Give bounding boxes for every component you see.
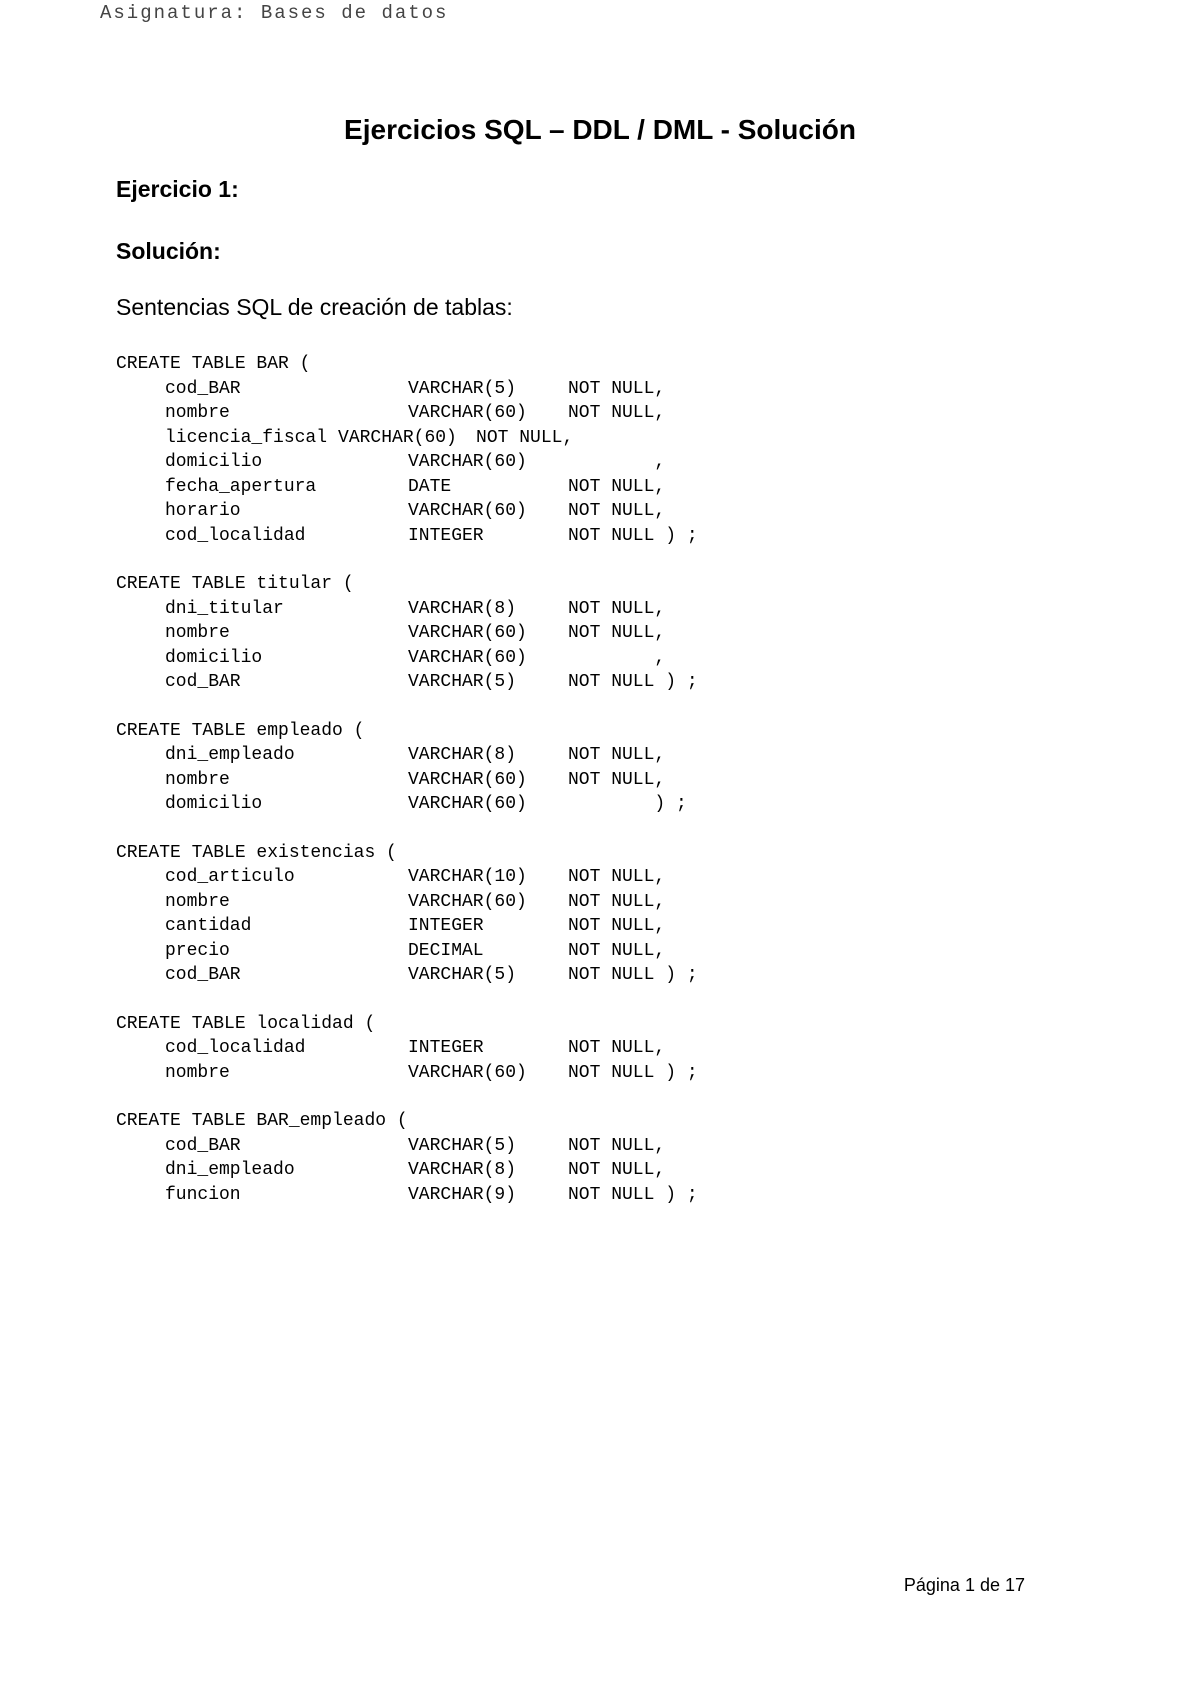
indent — [116, 646, 165, 671]
document-title — [0, 114, 1200, 146]
create-table-line: CREATE TABLE localidad ( — [116, 1013, 376, 1034]
column-type: VARCHAR(60) — [408, 794, 527, 814]
column-name: cod_localidad — [165, 525, 306, 546]
column-definition — [116, 890, 816, 915]
column-name: dni_empleado — [165, 1160, 295, 1180]
create-table-statement — [116, 1012, 816, 1086]
column-constraint: NOT NULL, — [568, 769, 666, 790]
column-name: dni_titular — [165, 598, 284, 619]
column-definition — [116, 768, 816, 793]
indent — [116, 1183, 165, 1208]
indent — [116, 1061, 165, 1086]
column-constraint: NOT NULL, — [568, 501, 666, 521]
indent — [116, 450, 165, 475]
solution-heading: Solución: — [116, 238, 221, 264]
indent — [116, 963, 165, 988]
indent — [116, 524, 165, 549]
indent — [116, 768, 165, 793]
column-name: fecha_apertura — [165, 476, 317, 497]
indent — [116, 890, 165, 915]
column-type: VARCHAR(60) — [408, 403, 527, 423]
column-definition — [116, 621, 816, 646]
indent — [116, 499, 165, 524]
column-definition — [116, 1134, 816, 1159]
column-type: VARCHAR(5) — [408, 672, 517, 692]
column-name: cod_articulo — [165, 867, 295, 887]
column-type: VARCHAR(5) — [408, 378, 517, 399]
create-table-statement — [116, 352, 816, 548]
column-constraint: NOT NULL, — [568, 476, 666, 497]
column-name: funcion — [165, 1184, 241, 1205]
column-type: VARCHAR(60) — [408, 891, 527, 912]
column-constraint: NOT NULL, — [568, 916, 666, 936]
column-type: INTEGER — [408, 525, 484, 546]
page-number: Página 1 de 17 — [903, 1575, 1025, 1595]
indent — [116, 743, 165, 768]
column-type: VARCHAR(8) — [408, 745, 517, 765]
indent — [116, 475, 165, 500]
column-definition — [116, 963, 816, 988]
column-type: VARCHAR(60) — [408, 623, 527, 643]
column-name: cod_localidad — [165, 1038, 306, 1058]
create-table-statement — [116, 719, 816, 817]
indent — [116, 377, 165, 402]
column-name: cantidad — [165, 916, 252, 936]
column-name: nombre — [165, 769, 230, 790]
create-table-line: CREATE TABLE BAR_empleado ( — [116, 1111, 408, 1131]
column-constraint: NOT NULL, — [568, 1160, 666, 1180]
column-definition — [116, 914, 816, 939]
column-constraint: NOT NULL, — [568, 1038, 666, 1058]
column-type: VARCHAR(60) — [408, 769, 527, 790]
column-constraint: NOT NULL, — [568, 598, 666, 619]
column-name: licencia_fiscal — [165, 427, 328, 448]
column-constraint: NOT NULL, — [568, 940, 666, 961]
column-constraint: NOT NULL, — [568, 623, 666, 643]
sql-code-listing — [116, 352, 816, 1231]
column-definition — [116, 1036, 816, 1061]
column-type: VARCHAR(60) — [408, 452, 527, 472]
column-name: cod_BAR — [165, 965, 241, 985]
column-definition — [116, 865, 816, 890]
column-name: domicilio — [165, 647, 263, 668]
column-definition — [116, 743, 816, 768]
column-type: INTEGER — [408, 1038, 484, 1058]
column-type: VARCHAR(60) — [408, 647, 527, 668]
column-constraint: NOT NULL, — [568, 403, 666, 423]
column-definition — [116, 1061, 816, 1086]
column-definition — [116, 939, 816, 964]
column-definition — [116, 401, 816, 426]
create-table-line: CREATE TABLE titular ( — [116, 574, 354, 594]
column-constraint: NOT NULL ) ; — [568, 1184, 698, 1205]
column-constraint: NOT NULL ) ; — [568, 965, 698, 985]
running-header: Asignatura: Bases de datos — [100, 2, 449, 24]
indent — [116, 597, 165, 622]
column-definition — [116, 792, 816, 817]
indent — [116, 1134, 165, 1159]
column-name: nombre — [165, 1062, 230, 1083]
column-constraint: NOT NULL ) ; — [568, 672, 698, 692]
column-type: VARCHAR(60) — [408, 1062, 527, 1083]
column-constraint: NOT NULL ) ; — [568, 525, 698, 546]
indent — [116, 401, 165, 426]
column-definition — [116, 646, 816, 671]
column-constraint: ) ; — [568, 794, 687, 814]
column-name: cod_BAR — [165, 1135, 241, 1156]
column-type: VARCHAR(60) — [408, 501, 527, 521]
create-table-statement — [116, 841, 816, 988]
column-definition — [116, 377, 816, 402]
indent — [116, 792, 165, 817]
column-definition — [116, 597, 816, 622]
column-name: domicilio — [165, 794, 263, 814]
indent — [116, 865, 165, 890]
column-type: VARCHAR(10) — [408, 867, 527, 887]
column-constraint: , — [568, 452, 666, 472]
column-type: INTEGER — [408, 916, 484, 936]
column-constraint: NOT NULL, — [568, 1135, 666, 1156]
intro-text: Sentencias SQL de creación de tablas: — [116, 294, 513, 320]
column-name: nombre — [165, 891, 230, 912]
indent — [116, 939, 165, 964]
column-type: VARCHAR(5) — [408, 965, 517, 985]
column-type: VARCHAR(60) — [338, 427, 457, 448]
column-definition — [116, 524, 816, 549]
column-constraint: NOT NULL, — [568, 867, 666, 887]
indent — [116, 1036, 165, 1061]
column-type: VARCHAR(5) — [408, 1135, 517, 1156]
indent — [116, 621, 165, 646]
column-definition — [116, 670, 816, 695]
create-table-line: CREATE TABLE BAR ( — [116, 354, 311, 374]
column-definition — [116, 475, 816, 500]
column-constraint: , — [568, 647, 666, 668]
column-constraint: NOT NULL, — [568, 891, 666, 912]
column-constraint: NOT NULL, — [568, 378, 666, 399]
column-definition — [116, 426, 816, 451]
column-name: horario — [165, 501, 241, 521]
exercise-heading: Ejercicio 1: — [116, 176, 239, 202]
indent — [116, 426, 165, 451]
column-type: VARCHAR(9) — [408, 1184, 517, 1205]
column-definition — [116, 1183, 816, 1208]
create-table-statement — [116, 1109, 816, 1207]
column-type: VARCHAR(8) — [408, 1160, 517, 1180]
column-definition — [116, 450, 816, 475]
column-definition — [116, 499, 816, 524]
column-name: dni_empleado — [165, 745, 295, 765]
column-name: domicilio — [165, 452, 263, 472]
column-name: nombre — [165, 403, 230, 423]
document-title-text: Ejercicios SQL – DDL / DML - Solución — [344, 114, 856, 145]
column-name: precio — [165, 940, 230, 961]
column-definition — [116, 1158, 816, 1183]
indent — [116, 914, 165, 939]
column-type: VARCHAR(8) — [408, 598, 517, 619]
create-table-statement — [116, 572, 816, 695]
create-table-line: CREATE TABLE existencias ( — [116, 842, 397, 863]
create-table-line: CREATE TABLE empleado ( — [116, 720, 365, 741]
indent — [116, 670, 165, 695]
column-name: cod_BAR — [165, 672, 241, 692]
column-type: DECIMAL — [408, 940, 484, 961]
column-constraint: NOT NULL, — [476, 427, 574, 448]
column-name: nombre — [165, 623, 230, 643]
column-constraint: NOT NULL ) ; — [568, 1062, 698, 1083]
column-constraint: NOT NULL, — [568, 745, 666, 765]
indent — [116, 1158, 165, 1183]
column-type: DATE — [408, 476, 452, 497]
column-name: cod_BAR — [165, 378, 241, 399]
